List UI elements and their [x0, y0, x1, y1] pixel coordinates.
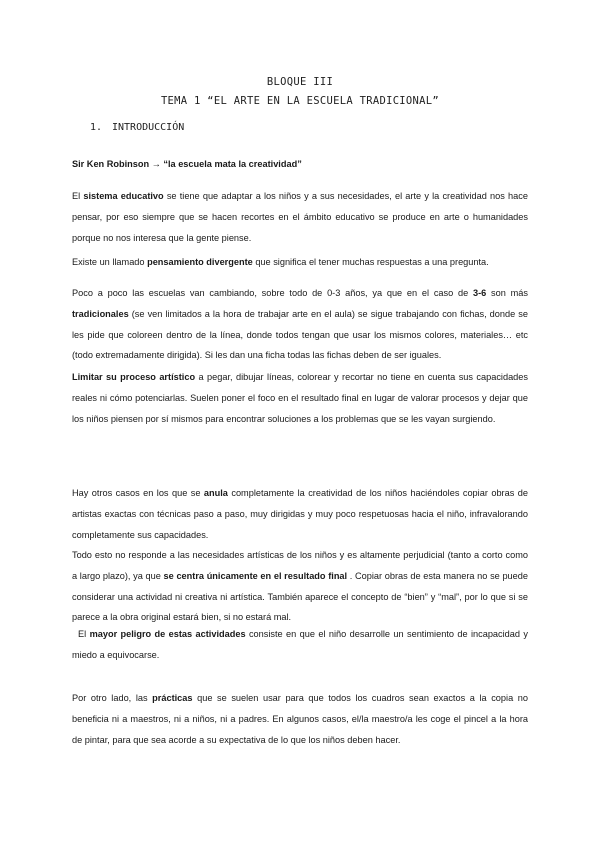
arrow-icon: → — [151, 159, 161, 169]
p5-text-c: completamente la creatividad de los niños haciéndoles copiar obras de artistas exactas con técnicas paso a paso, muy dirigidas y muy poco respetuosas hacia el niño, infravalorando completamente sus capacidades. — [72, 488, 528, 540]
quote-text: “la escuela mata la creatividad” — [163, 159, 302, 169]
p2-text-c: que significa el tener muchas respuestas a una pregunta. — [252, 257, 489, 267]
quote-author: Sir Ken Robinson — [72, 159, 150, 169]
p3-text-e: (se ven limitados a la hora de trabajar arte en el aula) se sigue trabajando con fichas, donde se les pide que coloreen dentro de la línea, donde todos tengan que usar los mismos colores, materiales… etc (todo extremadamente dirigida). Si les dan una ficha todas las fichas deben de ser iguales. — [72, 308, 528, 361]
p3-text-c: son más — [486, 288, 528, 298]
p7-text-c: consiste en que el niño desarrolle un sentimiento de incapacidad y miedo a equivocarse. — [72, 629, 528, 660]
p1-bold: sistema educativo — [83, 191, 164, 201]
p6-text-c: . Copiar obras de esta manera no se puede considerar una actividad ni creativa ni artística. También aparece el concepto de “bien” y “mal”, por lo que si se parece a la obra original estará bien, si no estará mal. — [72, 570, 528, 623]
p7-bold: mayor peligro de estas actividades — [89, 629, 246, 639]
p4-bold: Limitar su proceso artístico — [72, 372, 196, 382]
p6-bold: se centra únicamente en el resultado final — [163, 570, 348, 581]
paragraph-4 — [72, 367, 528, 429]
p3-text-a: Poco a poco las escuelas van cambiando, sobre todo de 0-3 años, ya que en el caso de — [72, 288, 473, 298]
paragraph-2 — [72, 252, 528, 273]
p7-text-a: El — [78, 629, 90, 639]
p4-text-b: a pegar, dibujar líneas, colorear y recortar no tiene en cuenta sus capacidades reales ni cómo potenciarlas. Suelen poner el foco en el resultado final en lugar de valorar procesos y dejar que los niños piensen por sí mismos para encontrar soluciones a los problemas que se les vayan surgiendo. — [72, 372, 528, 424]
paragraph-7 — [72, 624, 528, 666]
section-number: 1. — [90, 122, 103, 133]
paragraph-1 — [72, 186, 528, 248]
p8-text-a: Por otro lado, las — [72, 693, 153, 703]
topic-title: TEMA 1 “EL ARTE EN LA ESCUELA TRADICIONAL” — [160, 95, 440, 107]
p5-bold: anula — [203, 488, 228, 498]
p8-bold: prácticas — [152, 693, 193, 703]
p3-bold-age: 3-6 — [473, 288, 487, 298]
p2-text-a: Existe un llamado — [72, 257, 148, 267]
p5-text-a: Hay otros casos en los que se — [72, 488, 204, 498]
paragraph-5 — [72, 483, 528, 545]
p2-bold: pensamiento divergente — [147, 257, 253, 267]
section-heading — [90, 122, 184, 133]
paragraph-3 — [72, 283, 528, 366]
paragraph-6 — [72, 545, 528, 628]
p8-text-c: que se suelen usar para que todos los cuadros sean exactos a la copia no beneficia ni a maestros, ni a niños, ni a padres. En algunos casos, el/la maestro/a les coge el pincel a la hora de pintar, para que sea acorde a su expectativa de lo que los niños deben hacer. — [72, 693, 528, 745]
quote-line — [72, 154, 528, 175]
p6-text-a: Todo esto no responde a las necesidades artísticas de los niños y es altamente perjudicial (tanto a corto como a largo plazo), ya que — [72, 550, 528, 581]
p1-text-c: se tiene que adaptar a los niños y a sus necesidades, el arte y la creatividad nos hace pensar, por eso siempre que se hacen recortes en el ámbito educativo se produce en arte o humanidades porque no nos interesa que la gente piense. — [72, 191, 528, 243]
block-title: BLOQUE III — [266, 76, 334, 88]
p1-text-a: El — [72, 191, 84, 201]
p3-bold-traditional: tradicionales — [72, 308, 129, 319]
paragraph-8 — [72, 688, 528, 750]
section-title: INTRODUCCIÓN — [112, 122, 185, 133]
